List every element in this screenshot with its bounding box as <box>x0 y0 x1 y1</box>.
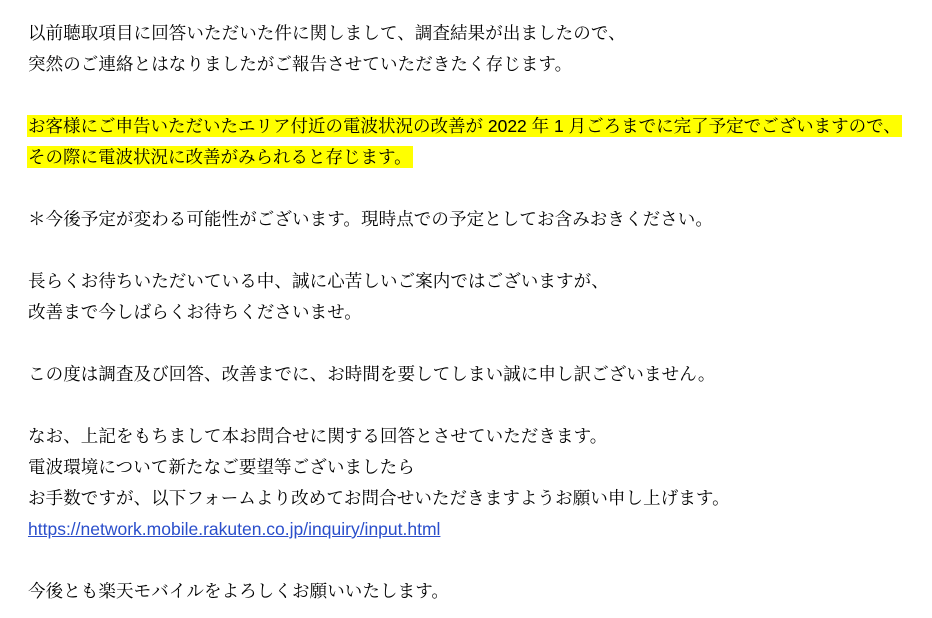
paragraph-gap <box>28 173 904 204</box>
highlight-span: お客様にご申告いただいたエリア付近の電波状況の改善が 2022 年 1 月ごろまでに完了予定でございますので、 <box>28 116 901 136</box>
text-line: お手数ですが、以下フォームより改めてお問合せいただきますようお願い申し上げます。 <box>28 488 730 508</box>
paragraph-apology-time <box>28 359 904 390</box>
paragraph-gap <box>28 235 904 266</box>
paragraph-highlighted-notice <box>28 111 904 173</box>
text-line: 突然のご連絡とはなりましたがご報告させていただきたく存じます。 <box>28 54 573 74</box>
highlighted-text-line-2 <box>28 142 904 173</box>
text-line: 以前聴取項目に回答いただいた件に関しまして、調査結果が出ましたので、 <box>28 23 626 43</box>
text-line: なお、上記をもちまして本お問合せに関する回答とさせていただきます。 <box>28 426 608 446</box>
text-line: 改善まで今しばらくお待ちくださいませ。 <box>28 302 362 322</box>
paragraph-intro <box>28 18 904 80</box>
text-line: この度は調査及び回答、改善までに、お時間を要してしまい誠に申し訳ございません。 <box>28 364 716 384</box>
paragraph-gap <box>28 390 904 421</box>
highlight-span: その際に電波状況に改善がみられると存じます。 <box>28 147 412 167</box>
text-line: 今後とも楽天モバイルをよろしくお願いいたします。 <box>28 581 449 601</box>
paragraph-gap <box>28 328 904 359</box>
paragraph-gap <box>28 545 904 576</box>
highlighted-text-line-1 <box>28 111 904 142</box>
paragraph-note <box>28 204 904 235</box>
paragraph-closing-info <box>28 421 904 545</box>
text-line: 電波環境について新たなご要望等ございましたら <box>28 457 415 477</box>
paragraph-apology-wait <box>28 266 904 328</box>
paragraph-gap <box>28 80 904 111</box>
paragraph-closing <box>28 576 904 607</box>
inquiry-form-link[interactable]: https://network.mobile.rakuten.co.jp/inquiry/input.html <box>28 519 441 539</box>
text-line: ＊今後予定が変わる可能性がございます。現時点での予定としてお含みおきください。 <box>28 209 713 229</box>
text-line: 長らくお待ちいただいている中、誠に心苦しいご案内ではございますが、 <box>28 271 609 291</box>
